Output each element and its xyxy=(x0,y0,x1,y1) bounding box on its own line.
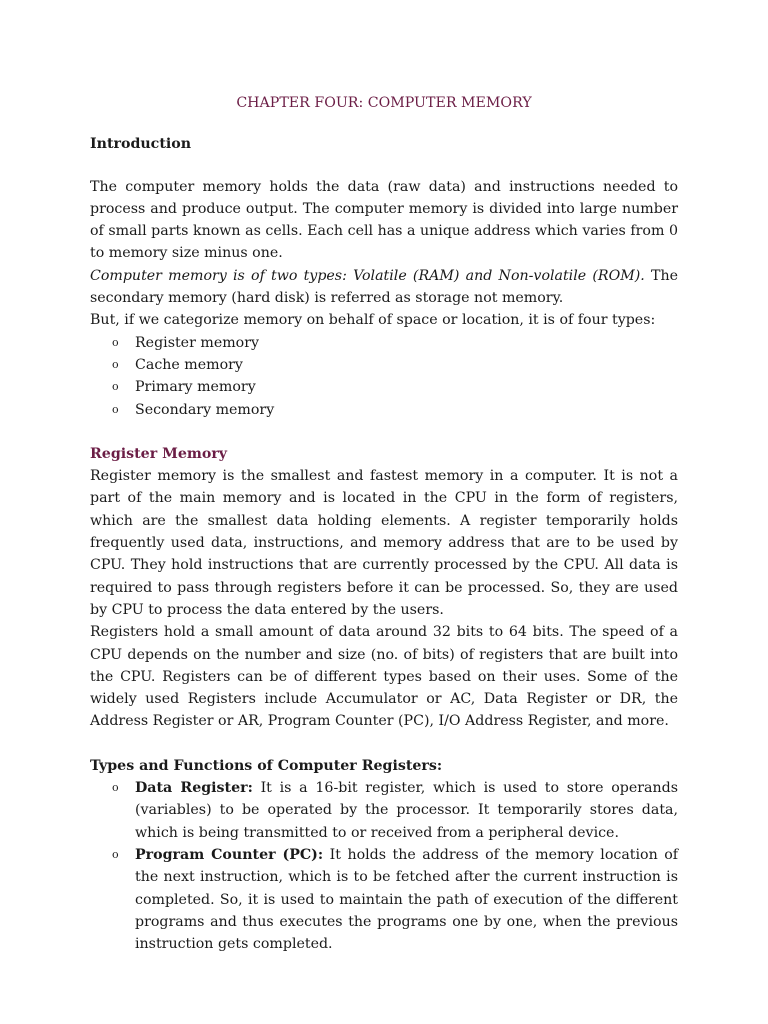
spacer xyxy=(90,733,678,755)
term-program-counter: Program Counter (PC): xyxy=(135,846,324,863)
spacer xyxy=(90,421,678,443)
bullet-icon: o xyxy=(112,335,119,349)
bullet-icon: o xyxy=(112,380,119,394)
list-item xyxy=(90,332,678,354)
intro-paragraph-2-italic: Computer memory is of two types: Volatile (RAM) and Non-volatile (ROM). xyxy=(90,267,645,284)
list-item xyxy=(90,354,678,376)
register-memory-heading: Register Memory xyxy=(90,445,228,462)
definition-data-register: It is a 16-bit register, which is used to store operands (variables) to be operated by the processor. It temporarily stores data, which is being transmitted to or received from a peripheral device. xyxy=(135,780,678,841)
bullet-icon: o xyxy=(112,781,119,795)
register-types-heading: Types and Functions of Computer Registers: xyxy=(90,757,443,774)
memory-types-list xyxy=(90,332,678,421)
list-item-label: Register memory xyxy=(135,334,260,351)
register-types-list xyxy=(90,777,678,955)
introduction-heading: Introduction xyxy=(90,135,192,152)
intro-paragraph-2 xyxy=(90,265,678,310)
register-paragraph-1: Register memory is the smallest and fastest memory in a computer. It is not a part of the main memory and is located in the CPU in the form of registers, which are the smallest data holding elements. A register temporarily holds frequently used data, instructions, and memory address that are to be used by CPU. They hold instructions that are currently processed by the CPU. All data is required to pass through registers before it can be processed. So, they are used by CPU to process the data entered by the users. xyxy=(90,468,678,618)
intro-paragraph-3: But, if we categorize memory on behalf of space or location, it is of four types: xyxy=(90,312,656,329)
bullet-icon: o xyxy=(112,847,119,861)
list-item-label: Primary memory xyxy=(135,379,256,396)
intro-paragraph-1: The computer memory holds the data (raw data) and instructions needed to process and produce output. The computer memory is divided into large number of small parts known as cells. Each cell has a unique address which varies from 0 to memory size minus one. xyxy=(90,178,678,262)
term-data-register: Data Register: xyxy=(135,780,253,797)
bullet-icon: o xyxy=(112,402,119,416)
list-item xyxy=(90,844,678,955)
bullet-icon: o xyxy=(112,357,119,371)
list-item xyxy=(90,376,678,398)
register-paragraph-2: Registers hold a small amount of data around 32 bits to 64 bits. The speed of a CPU depends on the number and size (no. of bits) of registers that are built into the CPU. Registers can be of different types based on their uses. Some of the widely used Registers include Accumulator or AC, Data Register or DR, the Address Register or AR, Program Counter (PC), I/O Address Register, and more. xyxy=(90,624,678,730)
chapter-title: CHAPTER FOUR: COMPUTER MEMORY xyxy=(236,95,532,111)
list-item xyxy=(90,399,678,421)
list-item xyxy=(90,777,678,844)
intro-paragraph-2-rest: The secondary memory (hard disk) is referred as storage not memory. xyxy=(90,267,678,307)
definition-program-counter: It holds the address of the memory location of the next instruction, which is to be fetched after the current instruction is completed. So, it is used to maintain the path of execution of the different programs and thus executes the programs one by one, when the previous instruction gets completed. xyxy=(135,846,678,953)
list-item-label: Cache memory xyxy=(135,356,243,373)
list-item-label: Secondary memory xyxy=(135,401,275,418)
